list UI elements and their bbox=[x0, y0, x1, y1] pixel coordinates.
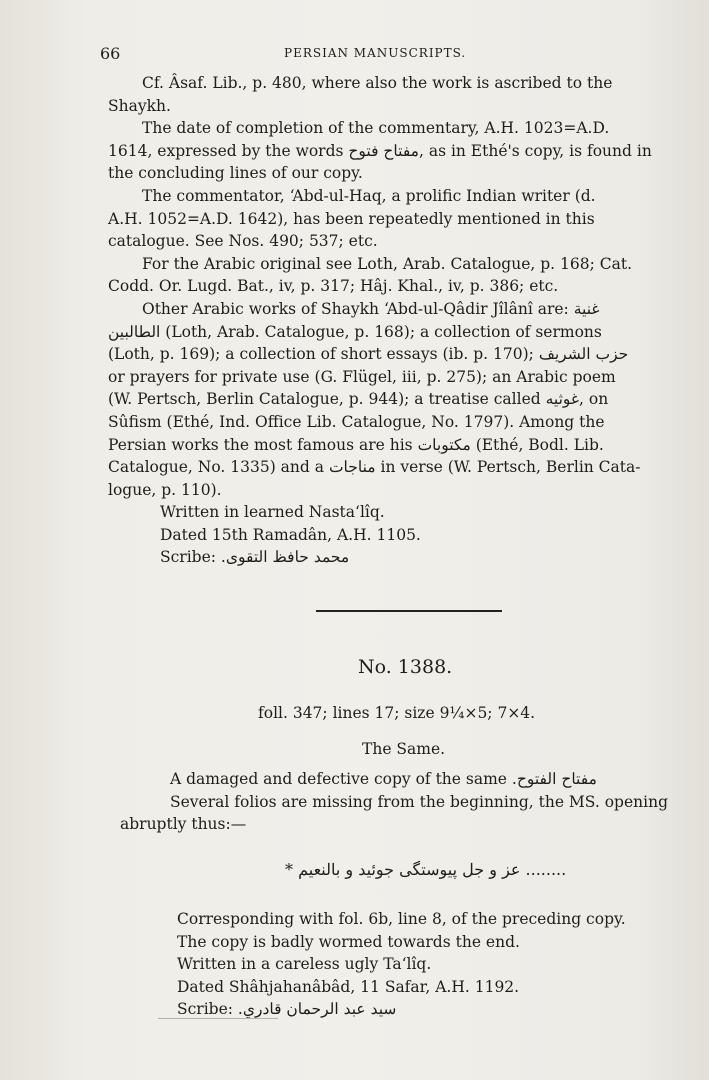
arabic-phrase: الطالبين bbox=[108, 322, 161, 341]
text-line: or prayers for private use (G. Flügel, iii, p. 275); an Arabic poem bbox=[108, 367, 616, 386]
text-line: The copy is badly wormed towards the end. bbox=[177, 932, 520, 951]
text-line: (Ethé, Bodl. Lib. bbox=[470, 435, 604, 454]
text-line: Other Arabic works of Shaykh ‘Abd-ul-Qâdir Jîlânî are: bbox=[142, 299, 569, 318]
text-line: Shaykh. bbox=[108, 96, 171, 115]
previous-entry-notes bbox=[108, 72, 668, 569]
text-line: (Loth, p. 169); a collection of short essays (ib. p. 170); bbox=[108, 345, 534, 364]
script-note: Written in learned Nasta‘lîq. bbox=[160, 503, 385, 522]
text-line: 1614, expressed by the words bbox=[108, 141, 344, 160]
entry-description bbox=[120, 768, 690, 836]
text-line: Corresponding with fol. 6b, line 8, of the preceding copy. bbox=[177, 910, 626, 928]
text-line: A.H. 1052=A.D. 1642), has been repeatedly mentioned in this bbox=[108, 209, 595, 228]
arabic-phrase: مكتوبات bbox=[417, 435, 471, 454]
arabic-phrase: مفتاح الفتوح. bbox=[511, 770, 597, 788]
physical-description: foll. 347; lines 17; size 9¼×5; 7×4. bbox=[258, 704, 536, 722]
scribe-name: محمد حافظ التقوى. bbox=[220, 548, 350, 567]
text-line: For the Arabic original see Loth, Arab. Catalogue, p. 168; Cat. bbox=[142, 254, 632, 273]
text-line: A damaged and defective copy of the same bbox=[170, 770, 507, 788]
arabic-phrase: مفتاح فتوح bbox=[348, 141, 419, 160]
text-line: Catalogue, No. 1335) and a bbox=[108, 458, 325, 477]
text-line: The commentator, ‘Abd-ul-Haq, a prolific Indian writer (d. bbox=[142, 186, 596, 205]
entry-title: The Same. bbox=[362, 740, 446, 758]
arabic-phrase: غوثيه bbox=[545, 390, 580, 409]
text-line: Several folios are missing from the beginning, the MS. opening bbox=[170, 792, 668, 811]
text-line: , as in Ethé's copy, is found in bbox=[418, 141, 652, 160]
text-line: , on bbox=[579, 390, 609, 409]
text-line: Sûfism (Ethé, Ind. Office Lib. Catalogue, No. 1797). Among the bbox=[108, 412, 605, 431]
page-number: 66 bbox=[100, 44, 121, 63]
arabic-phrase: مناجات bbox=[328, 458, 376, 477]
text-line: Cf. Âsaf. Lib., p. 480, where also the work is ascribed to the bbox=[142, 74, 613, 92]
opening-quote: ........ عز و جل پيوستگی جوئيد و بالنعيم * bbox=[285, 860, 567, 879]
text-line: Persian works the most famous are his bbox=[108, 435, 413, 454]
entry-notes bbox=[177, 908, 626, 1021]
arabic-phrase: حزب الشريف bbox=[538, 345, 629, 364]
text-line: (W. Pertsch, Berlin Catalogue, p. 944); a treatise called bbox=[108, 390, 541, 409]
running-title: PERSIAN MANUSCRIPTS. bbox=[284, 46, 467, 60]
text-line: abruptly thus:— bbox=[120, 815, 247, 834]
scribe-name: سيد عبد الرحمان قادري. bbox=[237, 1000, 397, 1019]
arabic-phrase: غنية bbox=[573, 299, 600, 318]
scribe-label: Scribe: bbox=[177, 1000, 233, 1019]
text-line: in verse (W. Pertsch, Berlin Cata- bbox=[375, 458, 641, 477]
section-divider bbox=[316, 610, 502, 612]
text-line: the concluding lines of our copy. bbox=[108, 164, 363, 183]
entry-number: No. 1388. bbox=[358, 656, 453, 678]
page-edge-mark bbox=[158, 1018, 278, 1019]
running-header bbox=[100, 40, 660, 64]
scribe-label: Scribe: bbox=[160, 548, 216, 567]
text-line: Written in a careless ugly Ta‘lîq. bbox=[177, 955, 432, 974]
text-line: logue, p. 110). bbox=[108, 480, 222, 499]
date-note: Dated 15th Ramadân, A.H. 1105. bbox=[160, 525, 421, 544]
text-line: Dated Shâhjahanâbâd, 11 Safar, A.H. 1192. bbox=[177, 977, 520, 996]
text-line: catalogue. See Nos. 490; 537; etc. bbox=[108, 232, 378, 251]
text-line: Codd. Or. Lugd. Bat., iv, p. 317; Hâj. Khal., iv, p. 386; etc. bbox=[108, 277, 559, 296]
text-line: The date of completion of the commentary, A.H. 1023=A.D. bbox=[142, 119, 610, 138]
text-line: (Loth, Arab. Catalogue, p. 168); a collection of sermons bbox=[160, 322, 602, 341]
